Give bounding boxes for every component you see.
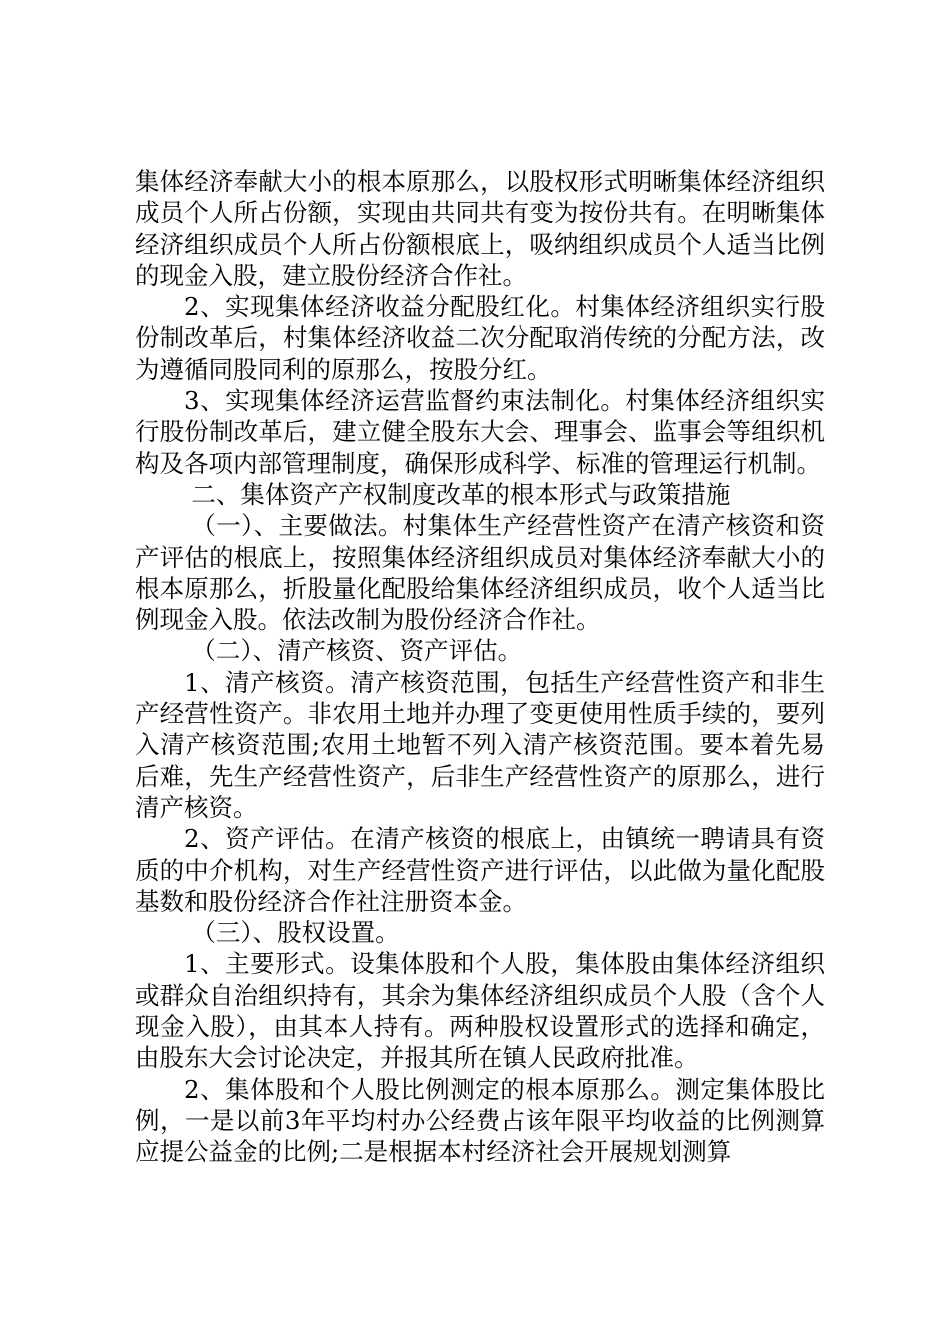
document-body [135,166,825,1168]
paragraph-sub-1-main-approach: （一）、主要做法。村集体生产经营性资产在清产核资和资产评估的根底上，按照集体经济组织成员对集体经济奉献大小的根本原那么，折股量化配股给集体经济组织成员，收个人适当比例现金入股。依法改制为股份经济合作社。 [135,511,825,635]
paragraph-continuation: 集体经济奉献大小的根本原那么，以股权形式明晰集体经济组织成员个人所占份额，实现由共同共有变为按份共有。在明晰集体经济组织成员个人所占份额根底上，吸纳组织成员个人适当比例的现金入股，建立股份经济合作社。 [135,167,825,290]
paragraph-item-2-dividends: 2、实现集体经济收益分配股红化。村集体经济组织实行股份制改革后，村集体经济收益二次分配取消传统的分配方法，改为遵循同股同利的原那么，按股分红。 [135,292,825,384]
subheading-3-equity-setup: （三）、股权设置。 [191,918,400,948]
paragraph-asset-verification: 1、清产核资。清产核资范围，包括生产经营性资产和非生产经营性资产。非农用土地并办理了变更使用性质手续的，要列入清产核资范围;农用土地暂不列入清产核资范围。要本着先易后难，先生产经营性资产，后非生产经营性资产的原那么，进行清产核资。 [135,667,825,822]
section-heading-2: 二、集体资产产权制度改革的根本形式与政策措施 [191,479,731,509]
paragraph-main-forms: 1、主要形式。设集体股和个人股，集体股由集体经济组织或群众自治组织持有，其余为集体经济组织成员个人股（含个人现金入股），由其本人持有。两种股权设置形式的选择和确定，由股东大会讨论决定，并报其所在镇人民政府批准。 [135,949,825,1073]
paragraph-item-3-supervision: 3、实现集体经济运营监督约束法制化。村集体经济组织实行股份制改革后，建立健全股东大会、理事会、监事会等组织机构及各项内部管理制度，确保形成科学、标准的管理运行机制。 [135,386,825,478]
paragraph-asset-evaluation: 2、资产评估。在清产核资的根底上，由镇统一聘请具有资质的中介机构，对生产经营性资产进行评估，以此做为量化配股基数和股份经济合作社注册资本金。 [135,824,825,916]
subheading-2-asset-audit: （二）、清产核资、资产评估。 [191,636,523,666]
paragraph-share-ratio: 2、集体股和个人股比例测定的根本原那么。测定集体股比例，一是以前3年平均村办公经费占该年限平均收益的比例测算应提公益金的比例;二是根据本村经济社会开展规划测算 [135,1074,825,1167]
